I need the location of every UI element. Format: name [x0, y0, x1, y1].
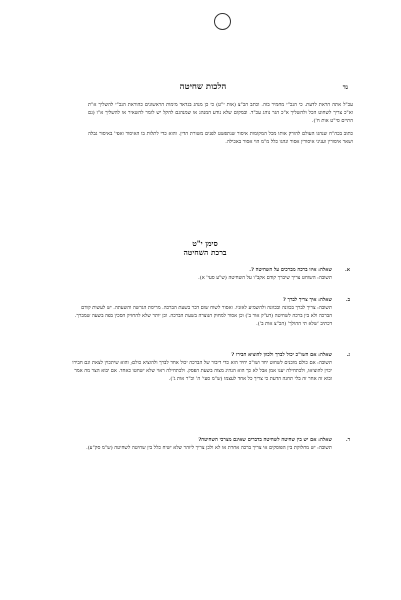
qa-question: שאלה: אם השו"כ יכול לברך ולכוון להוציא חבירו ? [231, 352, 332, 358]
intro-text [88, 101, 353, 150]
qa-number: ג. [346, 352, 350, 358]
qa-answer: תשובה: אם כולם מוכנים לשחוט יחד ושו"כ יחיד הוא כדי דיבור של הברכה יכול אחד לברך ולהוציא כולם; והוא שיתכוין לצאת וגם חבירו יכוין להוציאו, ולכתחילה יענו אמן אבל לא כך הוא הנהיג מצוה בשעת הפסק. ולכתחילה ראוי שלא ישחטו כאחד. אם יבוא הצר מה אמר ובוא זה אחר זה בלי תחנה הדעת כי צריך כל אחד לעצמו (ש"מ סעי' ה' וכ"ר אות ג'). [72, 360, 332, 383]
qa-number: ד. [345, 437, 350, 443]
running-title: הלכות שחיטה [179, 82, 227, 92]
qa-number: א. [345, 267, 350, 273]
qa-item [70, 436, 350, 452]
punch-hole-icon [214, 13, 231, 30]
section-number: סימן י"ט [192, 239, 218, 248]
qa-answer: תשובה: השוחט צריך שיברך קודם אקב"ו על השחיטה (ש"ע סעי' א). [198, 275, 332, 282]
qa-item [70, 266, 350, 282]
qa-answer: תשובה: צריך לברך בכוונה ובכוונה ולהשמיע לאזניו. ואסור לשוח שום דבר בשעת הברכה. מריסת הגרשה והשעתה. יש לעשות קודם הברכה ולא בין ברכה לשחיטה (דע"ק אור ב') וכן אסור למחוק הנוצרה בשעת הברכה. וכן יותר שלא להחזיק הסכין בפה בשעה שמברך. דכתיב 'שלא תי ההולך' (הכ"צ אות ב'). [74, 305, 332, 328]
qa-item [70, 351, 350, 383]
qa-number: ב. [345, 297, 350, 303]
qa-question: שאלה: איזו ברכה מברכים על השחיטה ?. [249, 267, 332, 273]
qa-item [70, 296, 350, 328]
qa-answer: תשובה: יש מחלוקת בין הפוסקים אי צריך ברכה אחרת או לא ולכן צריך ליזהר שלא ישיח כלל בין שחיטה לשחיטה (ש"מ סק"ע). [86, 445, 332, 452]
section-title: ברכת השחיטה [183, 248, 227, 257]
qa-question: שאלה: אם יש בין שחיטה לשחיטה בדברים שאינם מצרכי השחיטה? [198, 437, 332, 443]
qa-question: שאלה: איך צריך לברך ? [282, 297, 332, 303]
intro-paragraph: עכ"ל אתה הראת לדעת. כי הנכ"י מחמיר בזה. וכתב הכ"צ (אות י"ט) כי כן מנהג בגדאד מימות הראשונים כהוראת הנכ"י להשליך א"ת וא"כ צריך לשחוט הכל ולהשליך א"כ הגר נוהג עכ"ד. ובמקום שלא נודע המנהג או שמנהגם להקל יש לומר להשאיר או להשליך א"ו (גם התיים סי"ט אות ח'). [88, 102, 353, 125]
intro-paragraph: כתוב בכה"ח שנהגו העולם להורק אותו מכל המקומות איסור שנתפשט לפנים משורת הדין. והוא כדי לתלות בו האיסור ואפי' באיסור גבלה ושאר איסורין ועניני איסורין אסור ונהגו כלל מ"מ הוי אסור באכילה. [88, 130, 353, 145]
page-number: נד [342, 83, 348, 91]
